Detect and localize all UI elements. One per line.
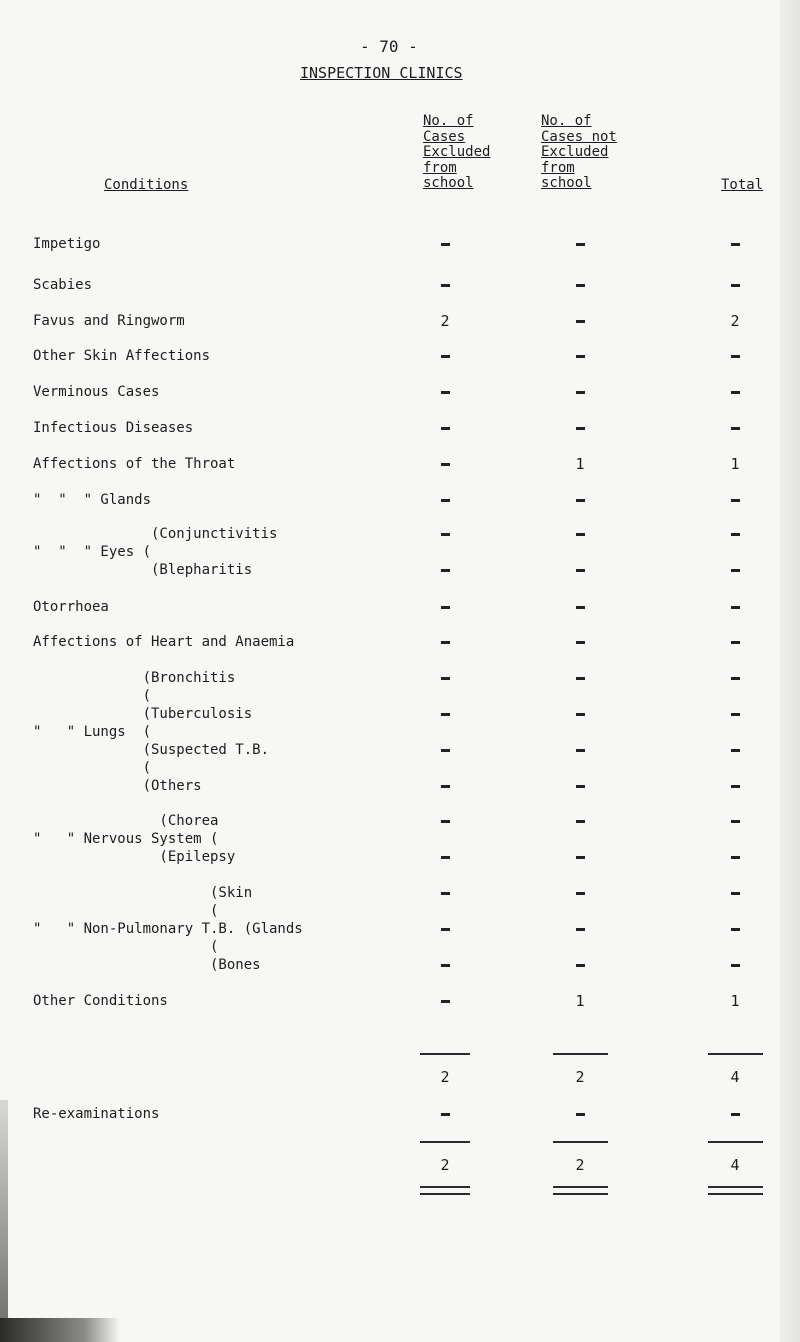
dash-mark xyxy=(731,964,740,967)
row-c1-value xyxy=(430,525,460,543)
row-label: Scabies xyxy=(33,277,93,293)
dash-mark xyxy=(441,569,450,572)
row-c3-value xyxy=(720,633,750,651)
dash-mark xyxy=(441,284,450,287)
dash-mark xyxy=(576,856,585,859)
row-c1-value xyxy=(430,383,460,401)
dash-mark xyxy=(576,499,585,502)
row-c3-value xyxy=(720,777,750,795)
double-rule xyxy=(708,1186,763,1195)
row-c2-value xyxy=(565,276,595,294)
conditions-header: Conditions xyxy=(104,177,189,193)
row-c3-value xyxy=(720,884,750,902)
row-label: Affections of Heart and Anaemia xyxy=(33,634,295,650)
dash-mark xyxy=(576,677,585,680)
dash-mark xyxy=(731,892,740,895)
row-c2-value xyxy=(565,848,595,866)
row-label: (Tuberculosis xyxy=(33,706,253,722)
dash-mark xyxy=(576,243,585,246)
row-c2-value: 1 xyxy=(575,455,585,473)
row-label: (Blepharitis xyxy=(33,562,253,578)
row-c2-value xyxy=(565,312,595,330)
dash-mark xyxy=(576,928,585,931)
dash-mark xyxy=(576,641,585,644)
subtotal-rule xyxy=(553,1053,608,1055)
row-label: Impetigo xyxy=(33,236,101,252)
reexam-label: Re-examinations xyxy=(33,1106,160,1122)
row-c2-value xyxy=(565,669,595,687)
grandtotal-col1: 2 xyxy=(440,1156,450,1174)
row-c3-value xyxy=(720,525,750,543)
row-c3-value xyxy=(720,419,750,437)
row-c3-value xyxy=(720,598,750,616)
row-c1-value xyxy=(430,956,460,974)
dash-mark xyxy=(576,892,585,895)
row-label: ( xyxy=(33,760,152,776)
dash-mark xyxy=(441,856,450,859)
row-c3-value: 2 xyxy=(730,312,740,330)
dash-mark xyxy=(576,713,585,716)
row-c3-value xyxy=(720,491,750,509)
col2-header-line: Cases not xyxy=(541,128,617,145)
total-rule xyxy=(708,1141,763,1143)
row-c1-value xyxy=(430,419,460,437)
row-label: (Chorea xyxy=(33,813,219,829)
row-c2-value xyxy=(565,777,595,795)
row-label: " " " Glands xyxy=(33,492,152,508)
col1-header-line: No. of xyxy=(423,113,474,129)
col2-header-line: No. of xyxy=(541,113,592,129)
dash-mark xyxy=(576,533,585,536)
row-c2-value xyxy=(565,525,595,543)
row-label: " " " Eyes ( xyxy=(33,544,152,560)
dash-mark xyxy=(731,284,740,287)
row-c1-value xyxy=(430,848,460,866)
dash-mark xyxy=(731,427,740,430)
row-label: ( xyxy=(33,903,219,919)
row-label: (Bones xyxy=(33,957,261,973)
row-c3-value xyxy=(720,561,750,579)
row-c1-value xyxy=(430,992,460,1010)
row-c2-value xyxy=(565,633,595,651)
row-label: Other Skin Affections xyxy=(33,348,211,364)
dash-mark xyxy=(441,785,450,788)
dash-mark xyxy=(731,677,740,680)
dash-mark xyxy=(731,606,740,609)
row-c1-value xyxy=(430,669,460,687)
col2-header-line: school xyxy=(541,175,592,191)
dash-mark xyxy=(441,606,450,609)
dash-mark xyxy=(441,820,450,823)
row-c2-value xyxy=(565,956,595,974)
dash-mark xyxy=(576,749,585,752)
grandtotal-col2: 2 xyxy=(575,1156,585,1174)
page-title: INSPECTION CLINICS xyxy=(300,64,463,82)
dash-mark xyxy=(576,391,585,394)
dash-mark xyxy=(731,856,740,859)
dash-mark xyxy=(731,569,740,572)
row-c2-value xyxy=(565,812,595,830)
subtotal-rule xyxy=(420,1053,470,1055)
row-c2-value xyxy=(565,491,595,509)
reexam-total xyxy=(720,1105,750,1123)
row-c1-value xyxy=(430,276,460,294)
dash-mark xyxy=(576,427,585,430)
dash-mark xyxy=(441,427,450,430)
col1-header-line: from xyxy=(423,159,457,176)
dash-mark xyxy=(731,749,740,752)
col1-header-line: school xyxy=(423,175,474,191)
subtotal-col1: 2 xyxy=(440,1068,450,1086)
dash-mark xyxy=(441,463,450,466)
dash-mark xyxy=(576,320,585,323)
dash-mark xyxy=(441,641,450,644)
row-c1-value xyxy=(430,347,460,365)
row-c3-value xyxy=(720,812,750,830)
col1-header-line: Cases xyxy=(423,128,466,145)
row-label: (Skin xyxy=(33,885,253,901)
total-rule xyxy=(553,1141,608,1143)
row-c2-value xyxy=(565,561,595,579)
row-c2-value: 1 xyxy=(575,992,585,1010)
dash-mark xyxy=(441,355,450,358)
row-c2-value xyxy=(565,419,595,437)
double-rule xyxy=(553,1186,608,1195)
dash-mark xyxy=(441,964,450,967)
row-label: " " Nervous System ( xyxy=(33,831,219,847)
row-c3-value: 1 xyxy=(730,992,740,1010)
row-c1-value xyxy=(430,491,460,509)
row-label: Verminous Cases xyxy=(33,384,160,400)
dash-mark xyxy=(576,1113,585,1116)
row-c3-value xyxy=(720,705,750,723)
row-c1-value xyxy=(430,455,460,473)
dash-mark xyxy=(731,499,740,502)
dash-mark xyxy=(576,606,585,609)
col2-header xyxy=(541,114,617,192)
reexam-col2 xyxy=(565,1105,595,1123)
subtotal-rule xyxy=(708,1053,763,1055)
row-label: Affections of the Throat xyxy=(33,456,236,472)
row-c2-value xyxy=(565,347,595,365)
row-c3-value xyxy=(720,920,750,938)
row-c3-value xyxy=(720,669,750,687)
dash-mark xyxy=(731,785,740,788)
dash-mark xyxy=(731,820,740,823)
col2-header-line: Excluded xyxy=(541,144,609,160)
dash-mark xyxy=(731,533,740,536)
row-c1-value xyxy=(430,598,460,616)
total-header: Total xyxy=(721,177,764,193)
dash-mark xyxy=(441,533,450,536)
row-c3-value xyxy=(720,347,750,365)
grandtotal-total: 4 xyxy=(730,1156,740,1174)
row-c3-value xyxy=(720,276,750,294)
dash-mark xyxy=(576,820,585,823)
row-label: " " Lungs ( xyxy=(33,724,152,740)
row-c3-value xyxy=(720,741,750,759)
row-label: Favus and Ringworm xyxy=(33,313,185,329)
row-c2-value xyxy=(565,598,595,616)
double-rule xyxy=(420,1186,470,1195)
row-c1-value xyxy=(430,741,460,759)
row-c3-value xyxy=(720,956,750,974)
col1-header xyxy=(423,114,490,192)
dash-mark xyxy=(441,499,450,502)
dash-mark xyxy=(576,964,585,967)
row-c2-value xyxy=(565,705,595,723)
page-edge xyxy=(780,0,800,1342)
page-edge xyxy=(0,1100,8,1342)
col1-header-line: Excluded xyxy=(423,144,491,160)
row-c1-value xyxy=(430,633,460,651)
row-label: (Bronchitis xyxy=(33,670,236,686)
total-rule xyxy=(420,1141,470,1143)
row-c1-value xyxy=(430,235,460,253)
row-c3-value xyxy=(720,848,750,866)
dash-mark xyxy=(441,713,450,716)
row-label: ( xyxy=(33,688,152,704)
row-label: Otorrhoea xyxy=(33,599,109,615)
row-c1-value xyxy=(430,812,460,830)
subtotal-col2: 2 xyxy=(575,1068,585,1086)
dash-mark xyxy=(576,785,585,788)
row-c2-value xyxy=(565,741,595,759)
row-c2-value xyxy=(565,884,595,902)
dash-mark xyxy=(441,749,450,752)
row-label: (Suspected T.B. xyxy=(33,742,270,758)
dash-mark xyxy=(441,928,450,931)
row-c1-value xyxy=(430,777,460,795)
row-c1-value xyxy=(430,884,460,902)
dash-mark xyxy=(576,284,585,287)
row-c1-value xyxy=(430,920,460,938)
dash-mark xyxy=(441,892,450,895)
dash-mark xyxy=(731,928,740,931)
dash-mark xyxy=(441,391,450,394)
dash-mark xyxy=(731,1113,740,1116)
dash-mark xyxy=(441,1000,450,1003)
row-label: (Others xyxy=(33,778,202,794)
row-c1-value xyxy=(430,561,460,579)
dash-mark xyxy=(731,713,740,716)
row-label: " " Non-Pulmonary T.B. (Glands xyxy=(33,921,303,937)
row-c2-value xyxy=(565,235,595,253)
dash-mark xyxy=(731,243,740,246)
row-c3-value xyxy=(720,383,750,401)
subtotal-total: 4 xyxy=(730,1068,740,1086)
dash-mark xyxy=(576,355,585,358)
reexam-col1 xyxy=(430,1105,460,1123)
dash-mark xyxy=(731,355,740,358)
row-c1-value xyxy=(430,705,460,723)
dash-mark xyxy=(731,641,740,644)
row-c2-value xyxy=(565,920,595,938)
row-label: Infectious Diseases xyxy=(33,420,194,436)
dash-mark xyxy=(441,677,450,680)
dash-mark xyxy=(441,243,450,246)
row-label: (Epilepsy xyxy=(33,849,236,865)
row-label: ( xyxy=(33,939,219,955)
dash-mark xyxy=(441,1113,450,1116)
row-c1-value: 2 xyxy=(440,312,450,330)
row-c3-value: 1 xyxy=(730,455,740,473)
row-c3-value xyxy=(720,235,750,253)
dash-mark xyxy=(731,391,740,394)
page-shadow xyxy=(0,1318,120,1342)
dash-mark xyxy=(576,569,585,572)
col2-header-line: from xyxy=(541,159,575,176)
row-c2-value xyxy=(565,383,595,401)
row-label: (Conjunctivitis xyxy=(33,526,278,542)
page-number: - 70 - xyxy=(360,37,418,56)
row-label: Other Conditions xyxy=(33,993,168,1009)
